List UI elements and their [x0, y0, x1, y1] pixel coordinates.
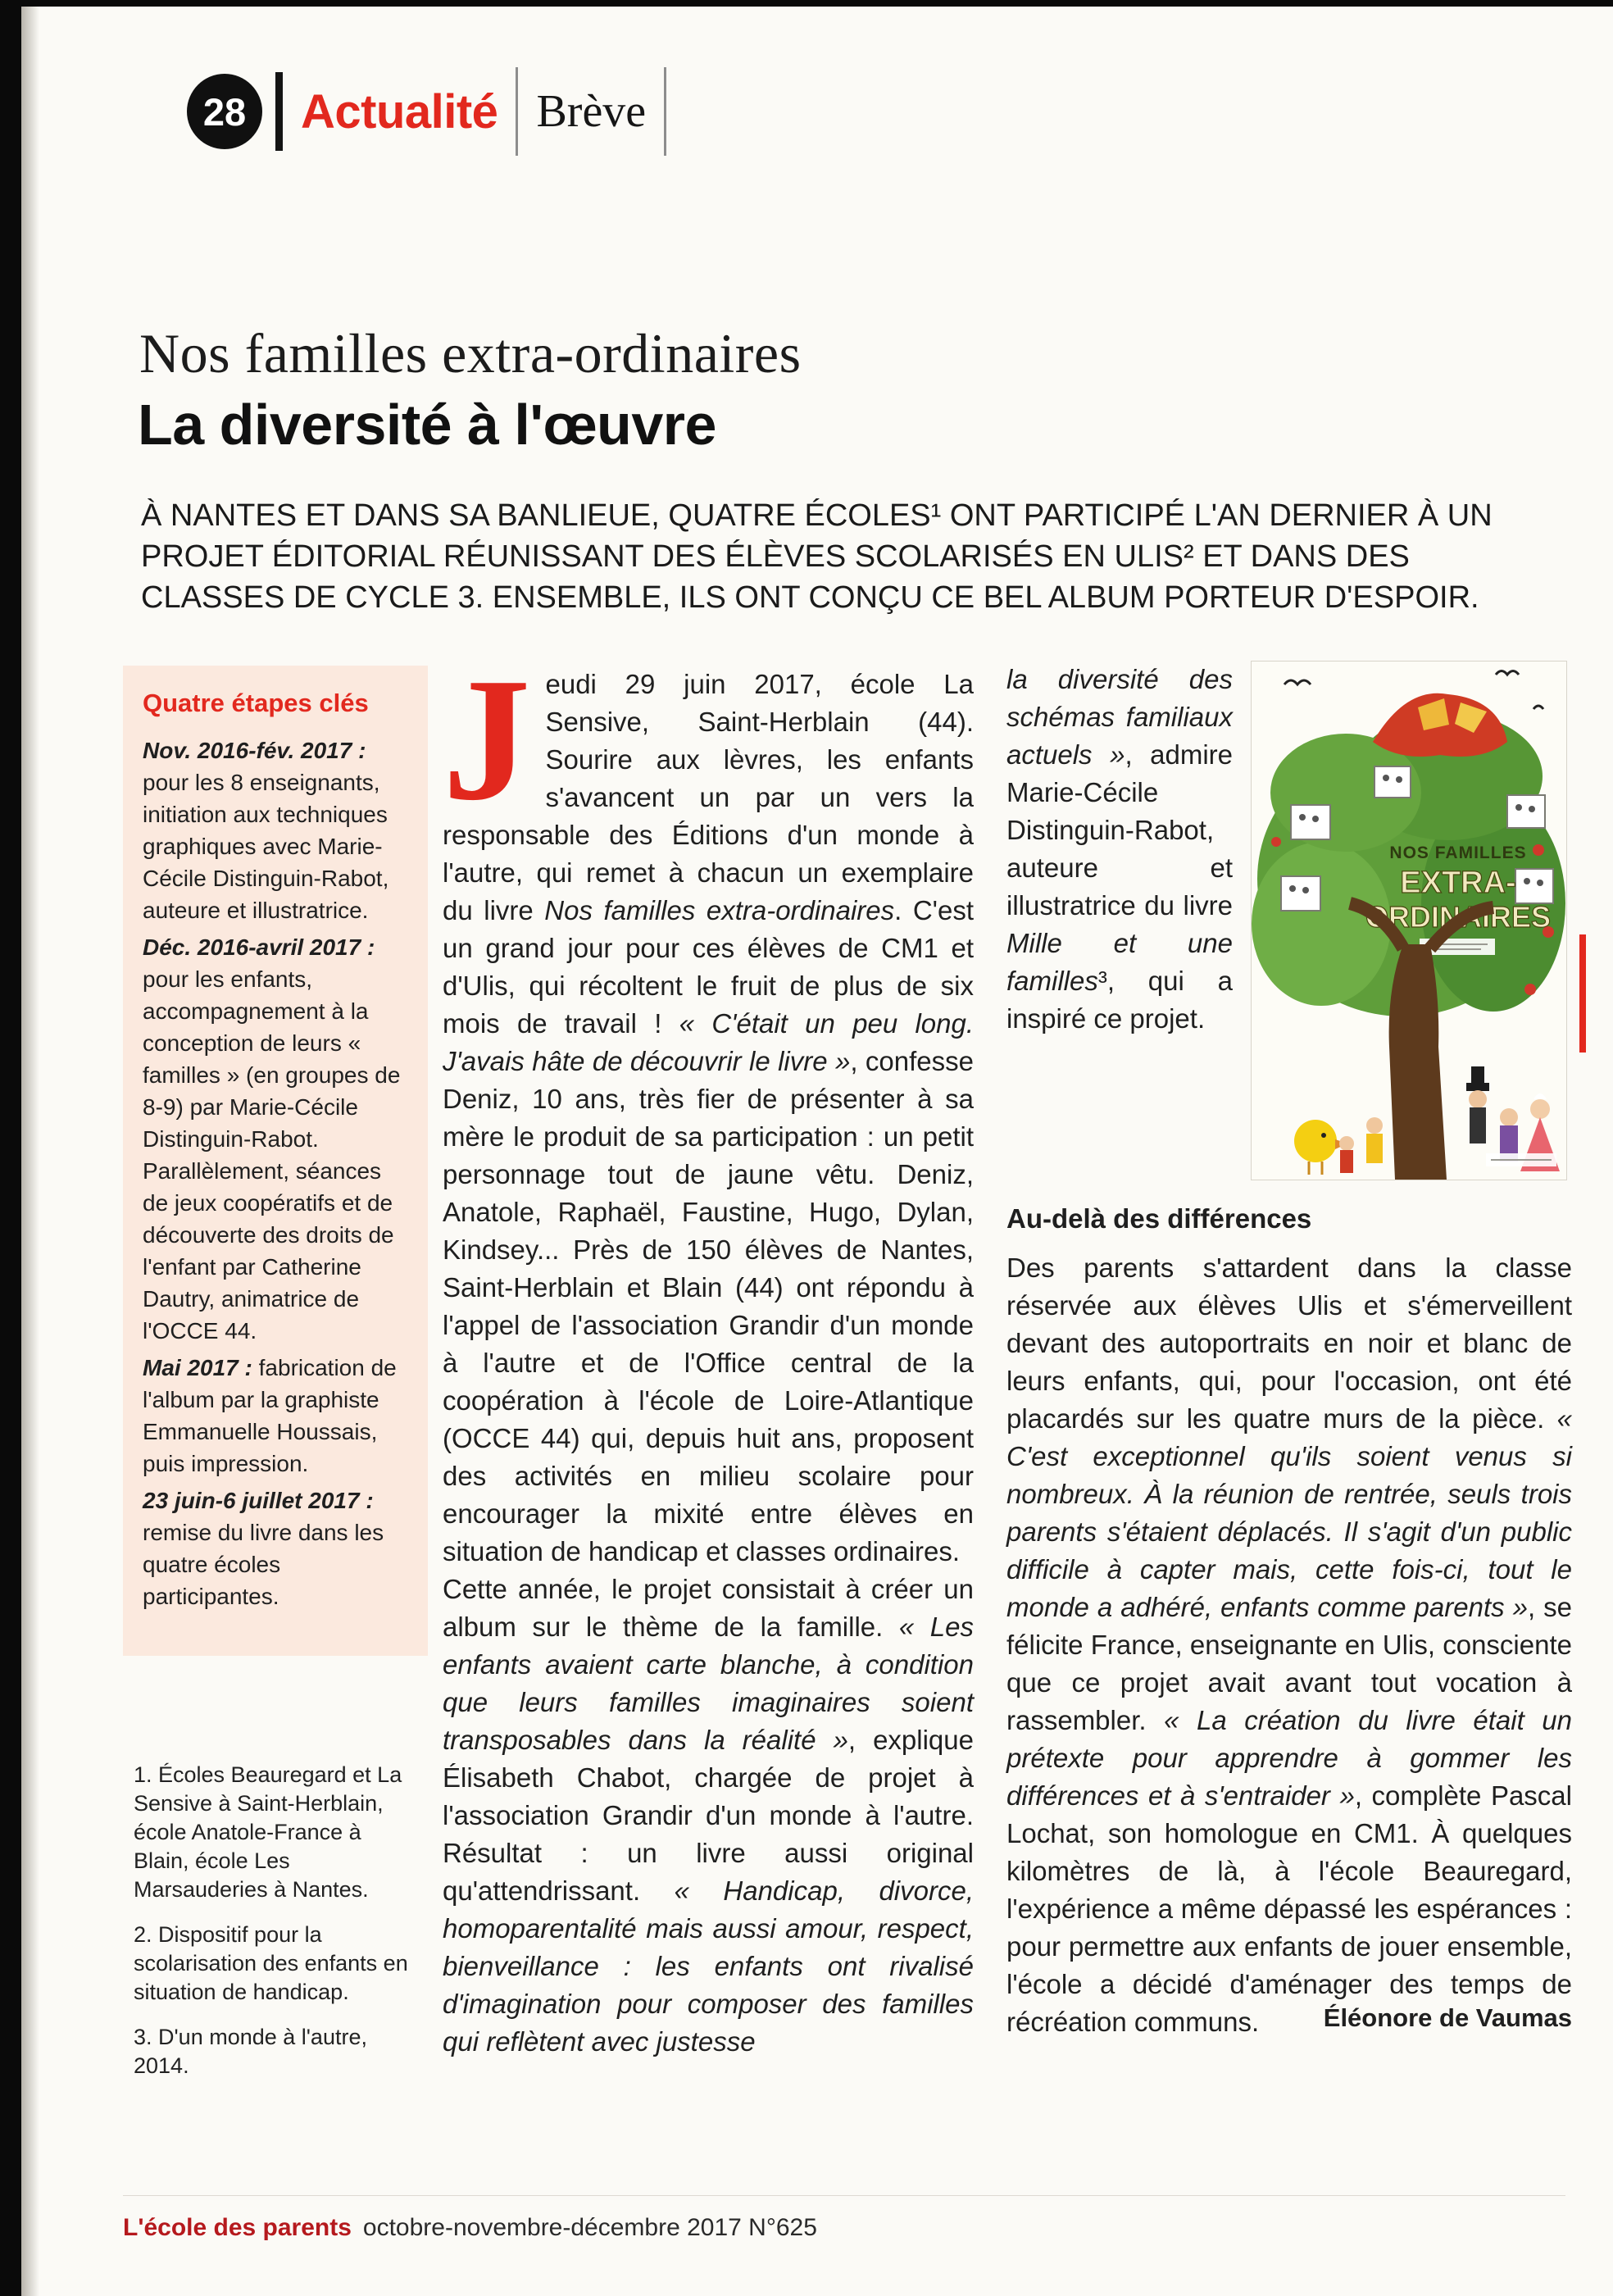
footnote-3: 3. D'un monde à l'autre, 2014. — [134, 2025, 367, 2078]
sidebar-entry-date: Mai 2017 : — [143, 1355, 252, 1380]
book-cover — [1251, 661, 1567, 1180]
page-number-badge: 28 — [187, 74, 262, 149]
article-lede: À NANTES ET DANS SA BANLIEUE, QUATRE ÉCOLES¹ ONT PARTICIPÉ L'AN DERNIER À UN PROJET ÉDITORIAL RÉUNISSANT DES ÉLÈVES SCOLARISÉS EN ULIS² ET DANS DES CLASSES DE CYCLE 3. ENSEMBLE, ILS ONT CONÇU CE BEL ALBUM PORTEUR D'ESPOIR. — [141, 498, 1493, 615]
sidebar-entry — [143, 734, 408, 926]
sidebar-title: Quatre étapes clés — [143, 689, 369, 717]
header-divider-thin-2 — [664, 67, 666, 156]
footnote-2: 2. Dispositif pour la scolarisation des enfants en situation de handicap. — [134, 1922, 408, 2004]
sidebar-entry — [143, 1352, 408, 1480]
article-subhead: Au-delà des différences — [1006, 1203, 1312, 1234]
footnote-1: 1. Écoles Beauregard et La Sensive à Saint-Herblain, école Anatole-France à Blain, école Les Marsauderies à Nantes. — [134, 1762, 402, 1902]
article-paragraph-1: eudi 29 juin 2017, école La Sensive, Saint-Herblain (44). Sourire aux lèvres, les enfants s'avancent un par un vers la responsable des Éditions d'un monde à l'autre, qui remet à chacun un exemplaire du livre Nos familles extra-ordinaires. C'est un grand jour pour ces élèves de CM1 et d'Ulis, qui récoltent le fruit de plus de six mois de travail ! « C'était un peu long. J'avais hâte de découvrir le livre », confesse Deniz, 10 ans, très fier de présenter à sa mère le produit de sa participation : un petit personnage tout de jaune vêtu. Deniz, Anatole, Raphaël, Faustine, Hugo, Dylan, Kindsey... Près de 150 élèves de Nantes, Saint-Herblain et Blain (44) ont répondu à l'appel de l'association Grandir d'un monde à l'autre et de l'Office central de la coopération à l'école de Loire-Atlantique (OCCE 44) qui, depuis huit ans, proposent des activités en milieu scolaire pour encourager la mixité entre élèves en situation de handicap et classes ordinaires. — [443, 669, 975, 1566]
sidebar-entry — [143, 1484, 408, 1612]
subsection-label: Brève — [536, 86, 647, 137]
red-accent-bar — [1579, 934, 1586, 1053]
book-title-small: NOS FAMILLES — [1389, 843, 1527, 862]
sidebar-entry-text: pour les enfants, accompagnement à la conception de leurs « familles » (en groupes de 8-9) par Marie-Cécile Distinguin-Rabot. Parallèlement, séances de jeux coopératifs et de découverte des droits de l'enfant par Catherine Dautry, animatrice de l'OCCE 44. — [143, 966, 401, 1344]
article-kicker: Nos familles extra-ordinaires — [139, 322, 802, 384]
article-paragraph-continuation: la diversité des schémas familiaux actuels », admire Marie-Cécile Distinguin-Rabot, auteure et illustratrice du livre Mille et une familles³, qui a inspiré ce projet. — [1006, 664, 1233, 1034]
sidebar-entry-text: pour les 8 enseignants, initiation aux techniques graphiques avec Marie-Cécile Distinguin-Rabot, auteure et illustratrice. — [143, 770, 389, 923]
sidebar-entry-date: Déc. 2016-avril 2017 : — [143, 934, 375, 960]
sidebar-entry-date: 23 juin-6 juillet 2017 : — [143, 1488, 374, 1513]
issue-info: octobre-novembre-décembre 2017 N°625 — [362, 2214, 817, 2241]
column-right-top-row — [1006, 661, 1572, 1180]
sidebar-entry-text: remise du livre dans les quatre écoles participantes. — [143, 1520, 384, 1609]
article-column-main — [443, 641, 975, 2061]
header-divider-thick — [275, 72, 283, 151]
sidebar-key-steps — [123, 666, 428, 1656]
header-divider-thin-1 — [516, 67, 518, 156]
scan-edge-left — [0, 0, 21, 2296]
footnotes-block — [134, 1761, 419, 2097]
drop-cap: J — [443, 641, 531, 837]
article-byline: Éléonore de Vaumas — [1323, 2003, 1572, 2032]
scan-edge-top — [0, 0, 1613, 7]
article-title: La diversité à l'œuvre — [138, 393, 716, 457]
sidebar-entry-date: Nov. 2016-fév. 2017 : — [143, 738, 366, 763]
scan-edge-shadow — [21, 0, 39, 2296]
sidebar-entry — [143, 931, 408, 1347]
section-label: Actualité — [301, 84, 498, 139]
page-header — [187, 67, 666, 156]
sidebar-entry-text: fabrication de l'album par la graphiste Emmanuelle Houssais, puis impression. — [143, 1355, 397, 1476]
book-title-line2: ORDINAIRES — [1365, 900, 1552, 934]
book-cover-illustration — [1252, 662, 1566, 1180]
article-paragraph-3: Des parents s'attardent dans la classe réservée aux élèves Ulis et s'émerveillent devant des autoportraits en noir et blanc de leurs enfants, qui, pour l'occasion, ont été placardés sur les quatre murs de la pièce. « C'est exceptionnel qu'ils soient venus si nombreux. À la réunion de rentrée, seuls trois parents s'étaient déplacés. Il s'agit d'un public difficile à capter mais, cette fois-ci, tout le monde a adhéré, enfants comme parents », se félicite France, enseignante en Ulis, consciente que ce projet avait avant tout vocation à rassembler. « La création du livre était un prétexte pour apprendre à gommer les différences et à s'entraider », complète Pascal Lochat, son homologue en CM1. À quelques kilomètres de là, à l'école Beauregard, l'expérience a même dépassé les espérances : pour permettre aux enfants de jouer ensemble, l'école a décidé d'aménager des temps de récréation communs. — [1006, 1253, 1572, 2037]
article-paragraph-2: Cette année, le projet consistait à créer un album sur le thème de la famille. « Les enfants avaient carte blanche, à condition que leurs familles imaginaires soient transposables dans la réalité », explique Élisabeth Chabot, chargée de projet à l'association Grandir d'un monde à l'autre. Résultat : un livre aussi original qu'attendrissant. « Handicap, divorce, homoparentalité mais aussi amour, respect, bienveillance : les enfants ont rivalisé d'imagination pour composer des familles qui reflètent avec justesse — [443, 1574, 974, 2057]
magazine-name: L'école des parents — [123, 2214, 352, 2241]
article-column-right — [1006, 661, 1572, 2037]
book-title-line1: EXTRA- — [1400, 866, 1516, 900]
page-footer — [123, 2195, 1565, 2242]
